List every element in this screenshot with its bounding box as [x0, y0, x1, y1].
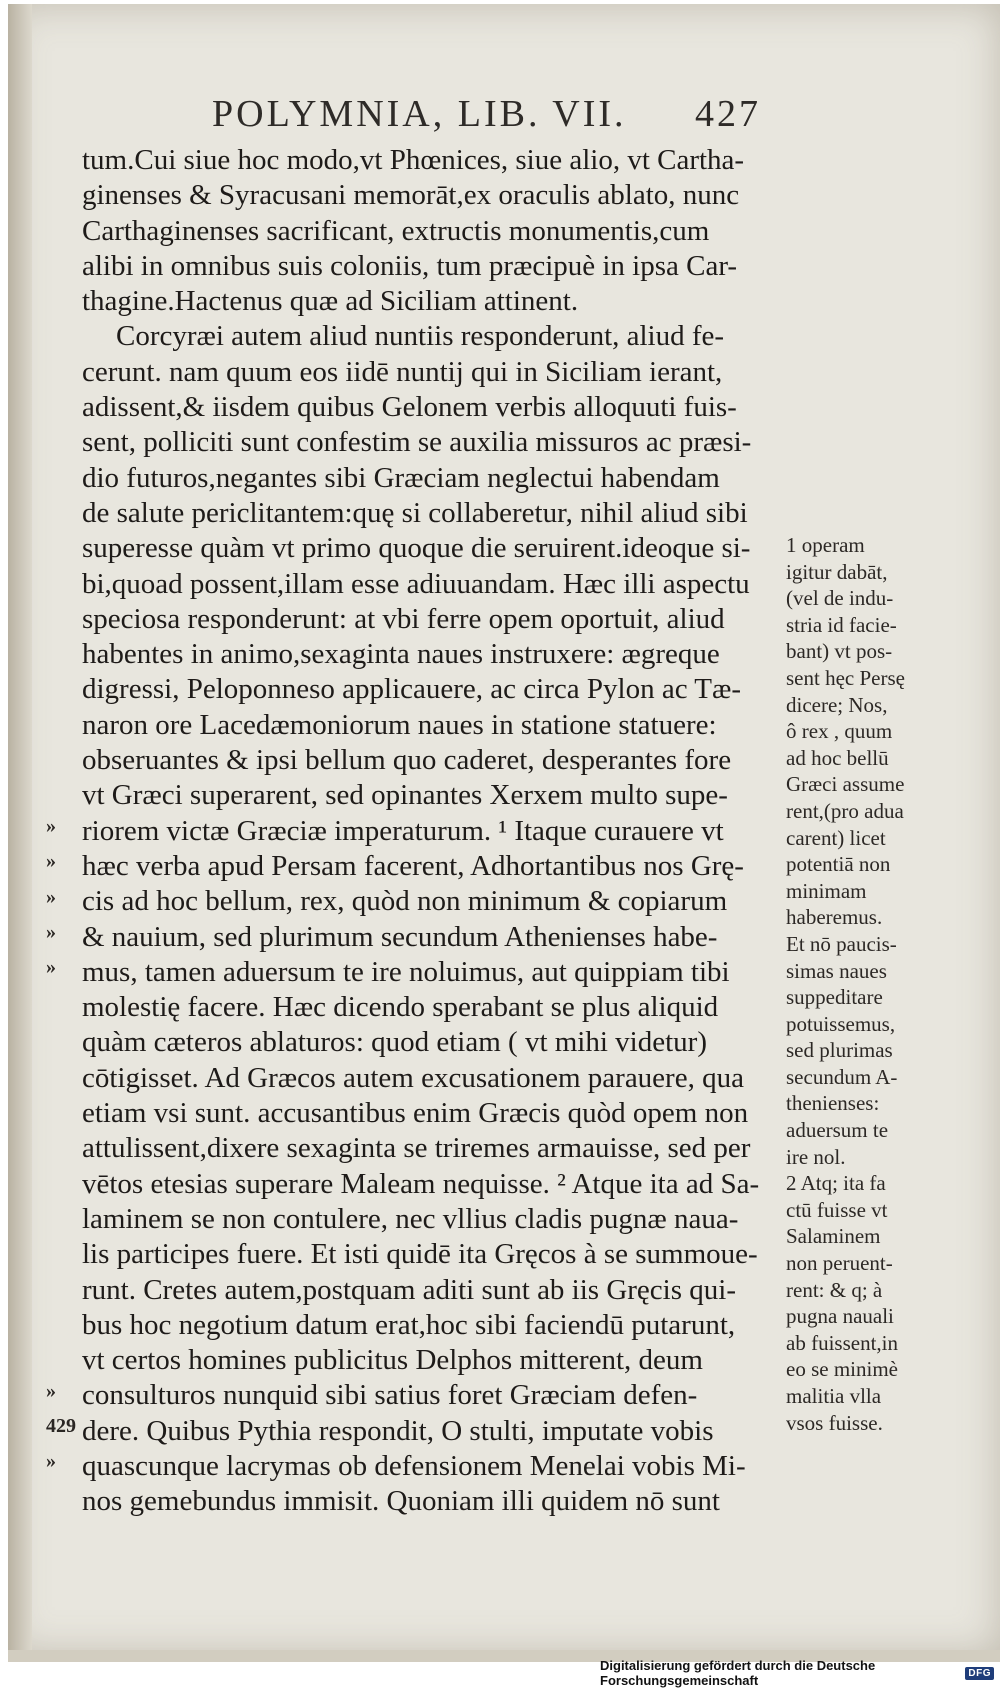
side-note-line: sed plurimas — [786, 1038, 893, 1063]
margin-mark — [46, 1021, 76, 1056]
side-note-line: eo se minimè — [786, 1357, 898, 1382]
margin-mark: » — [46, 1450, 56, 1473]
side-note-line: rent: & q; à — [786, 1277, 883, 1302]
text-line: vt certos homines publicitus Delphos mitterent, deum — [82, 1344, 703, 1377]
text-line: cōtigisset. Ad Græcos autem excusationem parauere, qua — [82, 1061, 744, 1094]
side-note-line: vsos fuisse. — [786, 1410, 883, 1435]
side-note-line: potentiā non — [786, 852, 891, 877]
side-note-line: Græci assume — [786, 772, 905, 797]
margin-mark: » — [46, 885, 56, 908]
side-note-line: thenienses: — [786, 1091, 880, 1116]
text-line: tum.Cui siue hoc modo,vt Phœnices, siue alio, vt Cartha- — [82, 144, 745, 176]
margin-mark: » — [46, 956, 56, 979]
side-note-line: ô rex , quum — [786, 719, 893, 744]
margin-mark — [46, 1091, 76, 1126]
side-note-line: minimam — [786, 878, 867, 903]
page-gutter-shadow — [8, 4, 32, 1654]
text-line: runt. Cretes autem,postquam aditi sunt ab iis Gręcis qui- — [82, 1273, 736, 1306]
text-line: vt Græci superarent, sed opinantes Xerxem multo supe- — [82, 779, 728, 812]
margin-mark: 429 — [46, 1415, 76, 1438]
side-note-line: potuissemus, — [786, 1011, 896, 1036]
text-line: attulissent,dixere sexaginta se triremes armauisse, sed per — [82, 1132, 751, 1165]
margin-mark — [46, 1338, 76, 1373]
margin-mark — [46, 1233, 76, 1268]
text-line: vētos etesias superare Maleam nequisse. ² Atque ita ad Sa- — [82, 1167, 760, 1200]
side-note-line: stria id facie- — [786, 612, 897, 637]
margin-mark — [46, 1127, 76, 1162]
text-line: & nauium, sed plurimum secundum Athenienses habe- — [82, 920, 718, 953]
side-note-line: igitur dabāt, — [786, 559, 888, 584]
text-line: thagine.Hactenus quæ ad Siciliam attinent. — [82, 285, 579, 318]
margin-mark — [46, 1268, 76, 1303]
margin-mark: » — [46, 920, 56, 943]
side-note-line: Et nō paucis- — [786, 931, 897, 956]
side-note-line: aduersum te — [786, 1118, 889, 1143]
text-line: Carthaginenses sacrificant, extructis monumentis,cum — [82, 214, 710, 247]
margin-mark — [46, 1197, 76, 1232]
side-note-line: haberemus. — [786, 905, 883, 930]
text-line: digressi, Peloponneso applicauere, ac circa Pylon ac Tæ- — [82, 673, 741, 706]
side-note-line: dicere; Nos, — [786, 692, 888, 717]
side-note-line: bant) vt pos- — [786, 639, 893, 664]
side-note-line: secundum A- — [786, 1064, 898, 1089]
side-note-line: ad hoc bellū — [786, 745, 889, 770]
text-line: obseruantes & ipsi bellum quo caderet, desperantes fore — [82, 744, 732, 777]
left-margin-quote-marks — [46, 809, 76, 1480]
text-line: hæc verba apud Persam facerent, Adhortantibus nos Grę- — [82, 849, 744, 882]
text-line: mus, tamen aduersum te ire noluimus, aut quippiam tibi — [82, 955, 730, 988]
side-note-line: ab fuissent,in — [786, 1330, 898, 1355]
text-line: bi,quoad possent,illam esse adiuuandam. Hæc illi aspectu — [82, 567, 750, 600]
side-note-line: rent,(pro adua — [786, 798, 904, 823]
text-line: naron ore Lacedæmoniorum naues in statione statuere: — [82, 708, 717, 741]
text-line: riorem victæ Græciæ imperaturum. ¹ Itaque curauere vt — [82, 814, 724, 847]
margin-mark — [46, 985, 76, 1020]
text-line: consulturos nunquid sibi satius foret Græciam defen- — [82, 1379, 698, 1412]
text-line: cerunt. nam quum eos iidē nuntij qui in Siciliam ierant, — [82, 355, 723, 388]
text-line: sent, polliciti sunt confestim se auxilia missuros ac præsi- — [82, 426, 752, 459]
side-note-line: 1 operam — [786, 533, 865, 557]
marginal-notes-column — [786, 532, 946, 1436]
text-line: lis participes fuere. Et isti quidē ita Gręcos à se summoue- — [82, 1238, 758, 1271]
side-note-line: Salaminem — [786, 1224, 881, 1249]
footer-credit-text: Digitalisierung gefördert durch die Deutsche Forschungsgemeinschaft — [600, 1658, 876, 1688]
margin-mark: » — [46, 850, 56, 873]
side-note-line: pugna nauali — [786, 1304, 894, 1329]
main-text-column — [82, 143, 782, 1520]
side-note-line: non peruent- — [786, 1251, 893, 1276]
margin-mark — [46, 1056, 76, 1091]
text-line: quàm cæteros ablaturos: quod etiam ( vt mihi videtur) — [82, 1026, 707, 1059]
side-note-line: suppeditare — [786, 985, 883, 1010]
text-line: Corcyræi autem aliud nuntiis responderunt, aliud fe- — [116, 320, 725, 353]
text-line: speciosa responderunt: at vbi ferre opem oportuit, aliud — [82, 602, 725, 635]
margin-mark — [46, 1162, 76, 1197]
side-note-line: carent) licet — [786, 825, 886, 850]
text-line: molestię facere. Hæc dicendo sperabant se plus aliquid — [82, 991, 719, 1024]
page-number: 427 — [695, 93, 761, 135]
side-note-line: malitia vlla — [786, 1384, 882, 1408]
margin-mark — [46, 1303, 76, 1338]
text-line: etiam vsi sunt. accusantibus enim Græcis quòd opem non — [82, 1097, 749, 1130]
dfg-logo: DFG — [965, 1667, 994, 1680]
text-line: cis ad hoc bellum, rex, quòd non minimum & copiarum — [82, 885, 728, 918]
text-line: nos gemebundus immisit. Quoniam illi quidem nō sunt — [82, 1485, 720, 1518]
text-line: superesse quàm vt primo quoque die seruirent.ideoque si- — [82, 532, 751, 565]
margin-mark: » — [46, 815, 56, 837]
page-header — [80, 92, 780, 142]
side-note-line: (vel de indu- — [786, 586, 894, 611]
footer-credit — [600, 1658, 1000, 1688]
margin-mark: » — [46, 1379, 56, 1402]
side-note-line: 2 Atq; ita fa — [786, 1171, 886, 1196]
side-note-line: simas naues — [786, 958, 887, 983]
text-line: ginenses & Syracusani memorāt,ex oraculis ablato, nunc — [82, 179, 740, 212]
text-line: de salute periclitantem:quę si collaberetur, nihil aliud sibi — [82, 496, 748, 529]
text-line: habentes in animo,sexaginta naues instruxere: ægreque — [82, 638, 720, 671]
text-line: dio futuros,negantes sibi Græciam neglectui habendam — [82, 461, 720, 494]
side-note-line: ire nol. — [786, 1144, 846, 1169]
running-title: POLYMNIA, LIB. VII. — [212, 93, 627, 135]
text-line: bus hoc negotium datum erat,hoc sibi faciendū putarunt, — [82, 1308, 736, 1341]
text-line: quascunque lacrymas ob defensionem Menelai vobis Mi- — [82, 1449, 746, 1482]
side-note-line: sent hęc Persę — [786, 665, 905, 690]
text-line: laminem se non contulere, nec vllius cladis pugnæ naua- — [82, 1202, 739, 1235]
text-line: dere. Quibus Pythia respondit, O stulti, imputate vobis — [82, 1414, 714, 1447]
text-line: alibi in omnibus suis coloniis, tum præcipuè in ipsa Car- — [82, 249, 738, 282]
side-note-line: ctū fuisse vt — [786, 1197, 888, 1222]
text-line: adissent,& iisdem quibus Gelonem verbis alloquuti fuis- — [82, 391, 737, 424]
